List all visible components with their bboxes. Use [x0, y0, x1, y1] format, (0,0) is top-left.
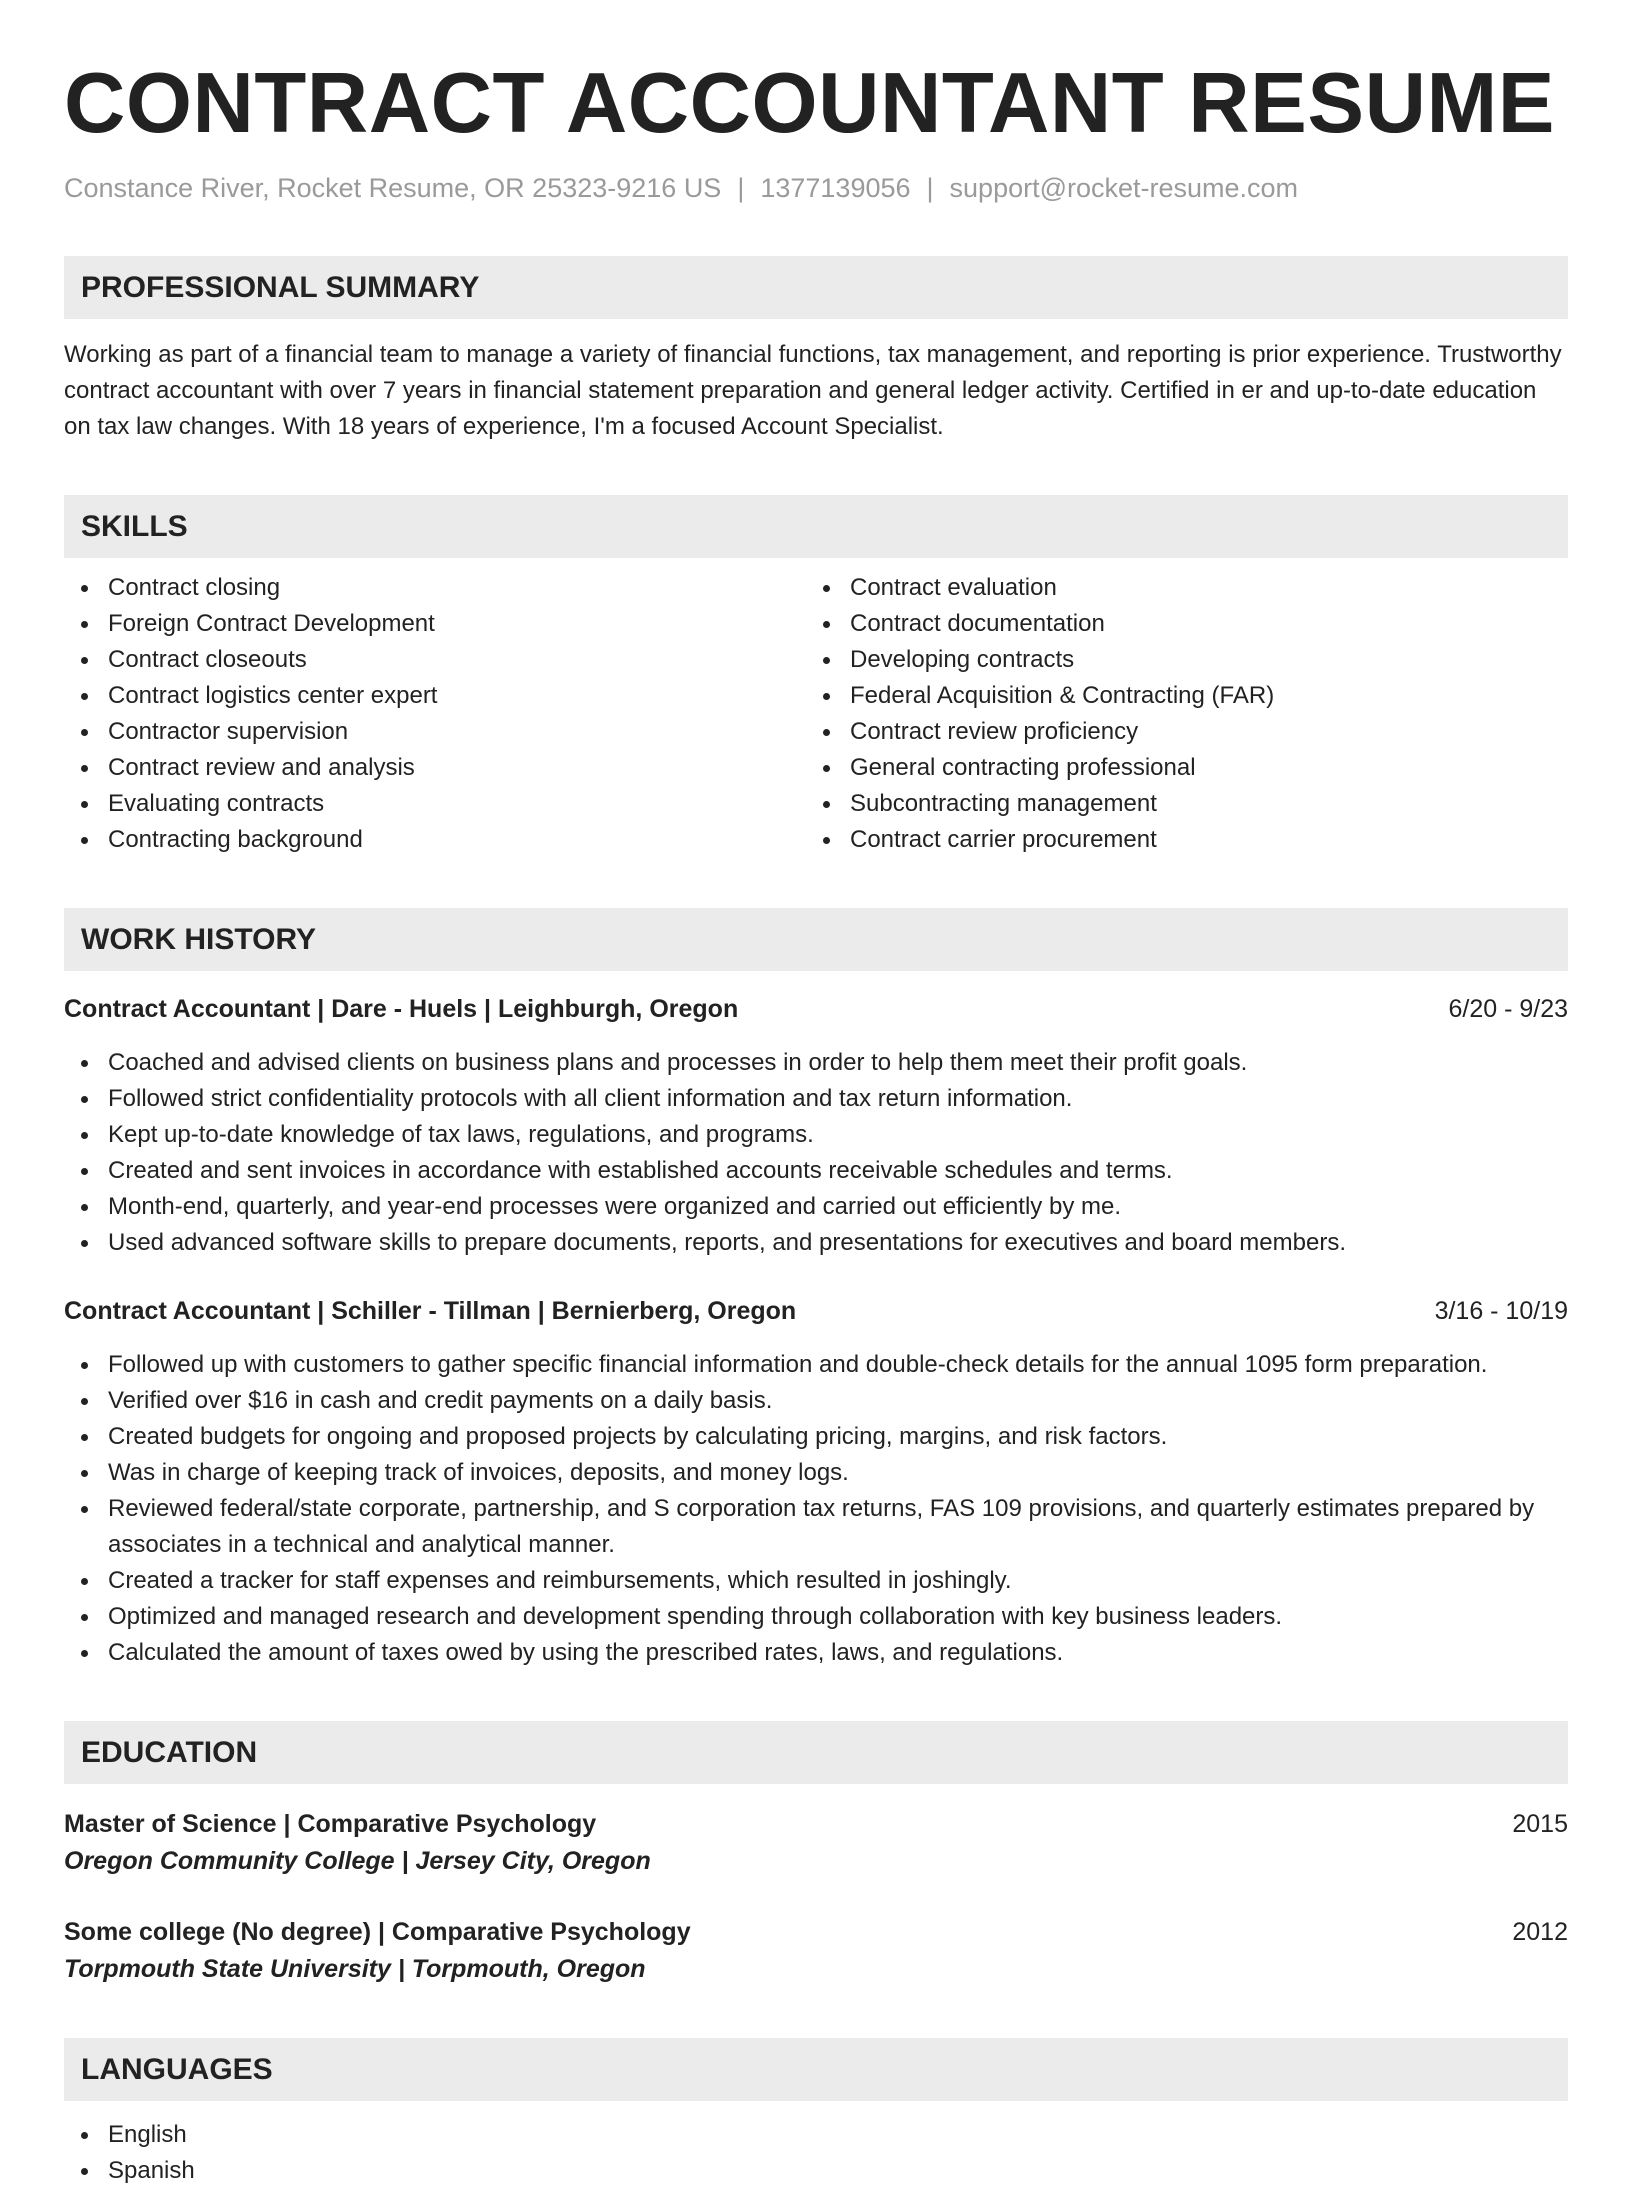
- skill-item: Subcontracting management: [806, 786, 1568, 822]
- job-entry: [64, 991, 1568, 1261]
- resume-title: CONTRACT ACCOUNTANT RESUME: [64, 56, 1555, 151]
- job-bullet: Calculated the amount of taxes owed by using the prescribed rates, laws, and regulations.: [64, 1635, 1568, 1671]
- job-bullet: Verified over $16 in cash and credit payments on a daily basis.: [64, 1383, 1568, 1419]
- job-entry: [64, 1293, 1568, 1671]
- job-title: Contract Accountant | Dare - Huels | Leighburgh, Oregon: [64, 995, 739, 1023]
- section-header-languages: LANGUAGES: [64, 2038, 1568, 2101]
- job-bullet: Created budgets for ongoing and proposed projects by calculating pricing, margins, and risk factors.: [64, 1419, 1568, 1455]
- job-bullet: Coached and advised clients on business plans and processes in order to help them meet their profit goals.: [64, 1045, 1568, 1081]
- job-bullet: Followed strict confidentiality protocols with all client information and tax return information.: [64, 1081, 1568, 1117]
- contact-email[interactable]: support@rocket-resume.com: [949, 173, 1299, 203]
- job-dates: 3/16 - 10/19: [1434, 1297, 1568, 1325]
- skill-item: Developing contracts: [806, 642, 1568, 678]
- education-degree: Some college (No degree) | Comparative Psychology: [64, 1918, 691, 1946]
- skill-item: Contract review proficiency: [806, 714, 1568, 750]
- education-header: [64, 1806, 1568, 1842]
- job-bullet: Kept up-to-date knowledge of tax laws, regulations, and programs.: [64, 1117, 1568, 1153]
- skills-list-left: [64, 570, 806, 858]
- job-bullets: [64, 1045, 1568, 1261]
- education-school: Torpmouth State University | Torpmouth, Oregon: [64, 1955, 646, 1983]
- education-entry: [64, 1806, 1568, 1880]
- languages-section: [64, 2117, 1568, 2189]
- education-entry: [64, 1914, 1568, 1988]
- job-bullets: [64, 1347, 1568, 1671]
- education-school: Oregon Community College | Jersey City, Oregon: [64, 1847, 651, 1875]
- job-bullet: Followed up with customers to gather specific financial information and double-check details for the annual 1095 form preparation.: [64, 1347, 1568, 1383]
- skill-item: Contract logistics center expert: [64, 678, 806, 714]
- section-header-work-history: WORK HISTORY: [64, 908, 1568, 971]
- languages-list: [64, 2117, 1568, 2189]
- section-header-education: EDUCATION: [64, 1721, 1568, 1784]
- section-header-summary: PROFESSIONAL SUMMARY: [64, 256, 1568, 319]
- skill-item: Contractor supervision: [64, 714, 806, 750]
- skill-item: Federal Acquisition & Contracting (FAR): [806, 678, 1568, 714]
- skill-item: Contract review and analysis: [64, 750, 806, 786]
- skills-grid: [64, 570, 1568, 858]
- contact-separator: |: [926, 173, 934, 203]
- job-bullet: Reviewed federal/state corporate, partnership, and S corporation tax returns, FAS 109 provisions, and quarterly estimates prepared by associates in a technical and analytical manner.: [64, 1491, 1568, 1563]
- skill-item: General contracting professional: [806, 750, 1568, 786]
- contact-phone: 1377139056: [760, 173, 911, 203]
- skill-item: Contract carrier procurement: [806, 822, 1568, 858]
- job-dates: 6/20 - 9/23: [1448, 995, 1568, 1023]
- job-bullet: Used advanced software skills to prepare documents, reports, and presentations for executives and board members.: [64, 1225, 1568, 1261]
- job-bullet: Created and sent invoices in accordance with established accounts receivable schedules and terms.: [64, 1153, 1568, 1189]
- job-bullet: Created a tracker for staff expenses and reimbursements, which resulted in joshingly.: [64, 1563, 1568, 1599]
- job-header: [64, 1293, 1568, 1329]
- contact-address: Constance River, Rocket Resume, OR 25323-9216 US: [64, 173, 722, 203]
- contact-line: [64, 170, 1568, 206]
- section-header-skills: SKILLS: [64, 495, 1568, 558]
- summary-text: Working as part of a financial team to manage a variety of financial functions, tax management, and reporting is prior experience. Trustworthy contract accountant with over 7 years in financial statement preparation and general ledger activity. Certified in er and up-to-date education on tax law changes. With 18 years of experience, I'm a focused Account Specialist.: [64, 341, 1562, 440]
- skill-item: Contracting background: [64, 822, 806, 858]
- skill-item: Contract closing: [64, 570, 806, 606]
- skills-list-right: [806, 570, 1568, 858]
- skill-item: Contract evaluation: [806, 570, 1568, 606]
- job-bullet: Was in charge of keeping track of invoices, deposits, and money logs.: [64, 1455, 1568, 1491]
- skill-item: Foreign Contract Development: [64, 606, 806, 642]
- job-title: Contract Accountant | Schiller - Tillman | Bernierberg, Oregon: [64, 1297, 797, 1325]
- education-year: 2012: [1512, 1918, 1568, 1946]
- job-header: [64, 991, 1568, 1027]
- skill-item: Contract documentation: [806, 606, 1568, 642]
- language-item: English: [64, 2117, 1568, 2153]
- skill-item: Evaluating contracts: [64, 786, 806, 822]
- education-year: 2015: [1512, 1810, 1568, 1838]
- job-bullet: Month-end, quarterly, and year-end processes were organized and carried out efficiently by me.: [64, 1189, 1568, 1225]
- skill-item: Contract closeouts: [64, 642, 806, 678]
- job-bullet: Optimized and managed research and development spending through collaboration with key business leaders.: [64, 1599, 1568, 1635]
- language-item: Spanish: [64, 2153, 1568, 2189]
- education-degree: Master of Science | Comparative Psychology: [64, 1810, 597, 1838]
- education-header: [64, 1914, 1568, 1950]
- contact-separator: |: [737, 173, 745, 203]
